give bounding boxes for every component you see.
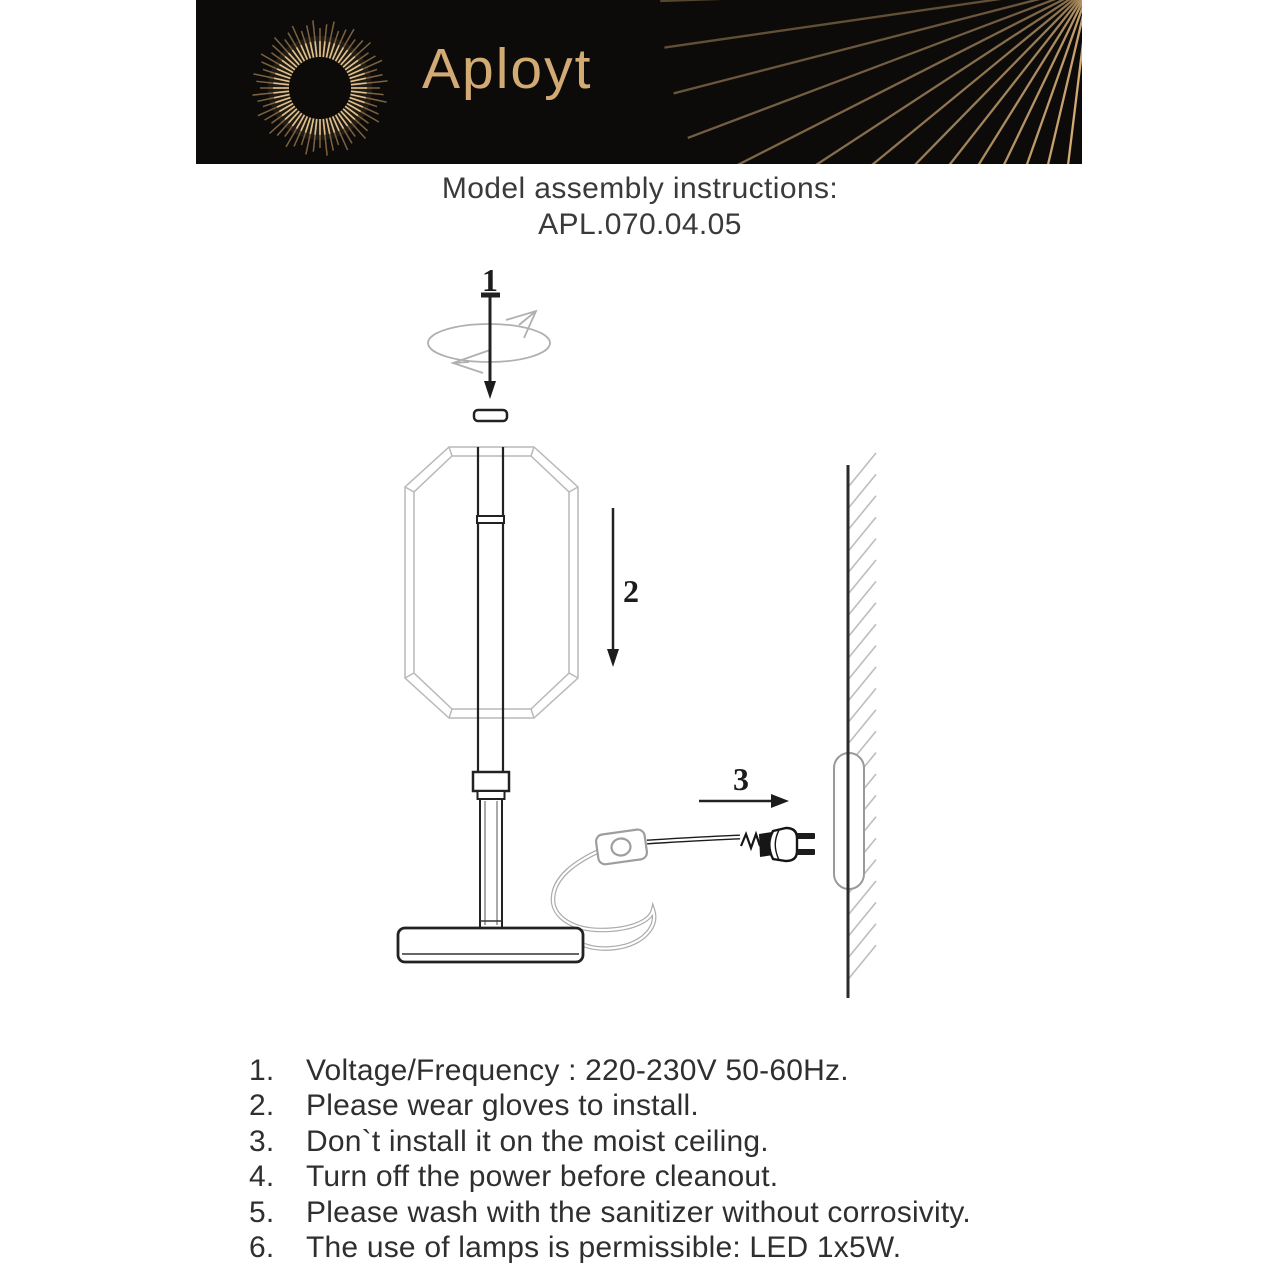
list-item: [249, 1088, 1089, 1123]
step-2-indicator: [607, 508, 639, 667]
item-text: Please wash with the sanitizer without corrosivity.: [306, 1195, 971, 1229]
power-plug: [759, 828, 815, 861]
list-item: [249, 1124, 1089, 1159]
plug-prong: [797, 833, 815, 839]
wall-hatching: [849, 453, 876, 978]
title-line: Model assembly instructions:: [441, 172, 839, 205]
brand-name: Aployt: [422, 37, 593, 101]
lamp-shade: [405, 447, 578, 718]
plug-prong: [797, 849, 815, 855]
item-number: 4.: [249, 1160, 275, 1194]
item-number: 6.: [249, 1231, 275, 1265]
item-text: Please wear gloves to install.: [306, 1089, 699, 1123]
step-3-indicator: [699, 761, 789, 808]
lamp-stem: [473, 772, 509, 928]
cord-switch: [595, 829, 648, 866]
item-text: Voltage/Frequency : 220-230V 50-60Hz.: [306, 1054, 849, 1087]
plug-cord: [647, 834, 760, 848]
lamp-rod: [477, 447, 504, 773]
item-text: Turn off the power before cleanout.: [306, 1160, 779, 1194]
item-number: 5.: [249, 1195, 275, 1229]
item-text: The use of lamps is permissible: LED 1x5W.: [306, 1231, 902, 1265]
step-1-label: 1: [482, 262, 498, 298]
lamp-base: [398, 928, 583, 962]
list-item: [249, 1053, 1089, 1088]
lamp-finial: [474, 410, 507, 421]
step-3-label: 3: [733, 761, 749, 797]
item-number: 3.: [249, 1124, 275, 1158]
item-number: 2.: [249, 1089, 275, 1123]
list-item: [249, 1230, 1089, 1265]
model-number: APL.070.04.05: [538, 208, 742, 241]
instruction-list: [249, 1053, 1089, 1265]
list-item: [249, 1195, 1089, 1230]
item-number: 1.: [249, 1054, 275, 1087]
list-item: [249, 1159, 1089, 1194]
step-2-label: 2: [623, 573, 639, 609]
step-1-indicator: [428, 262, 550, 399]
item-text: Don`t install it on the moist ceiling.: [306, 1124, 769, 1158]
